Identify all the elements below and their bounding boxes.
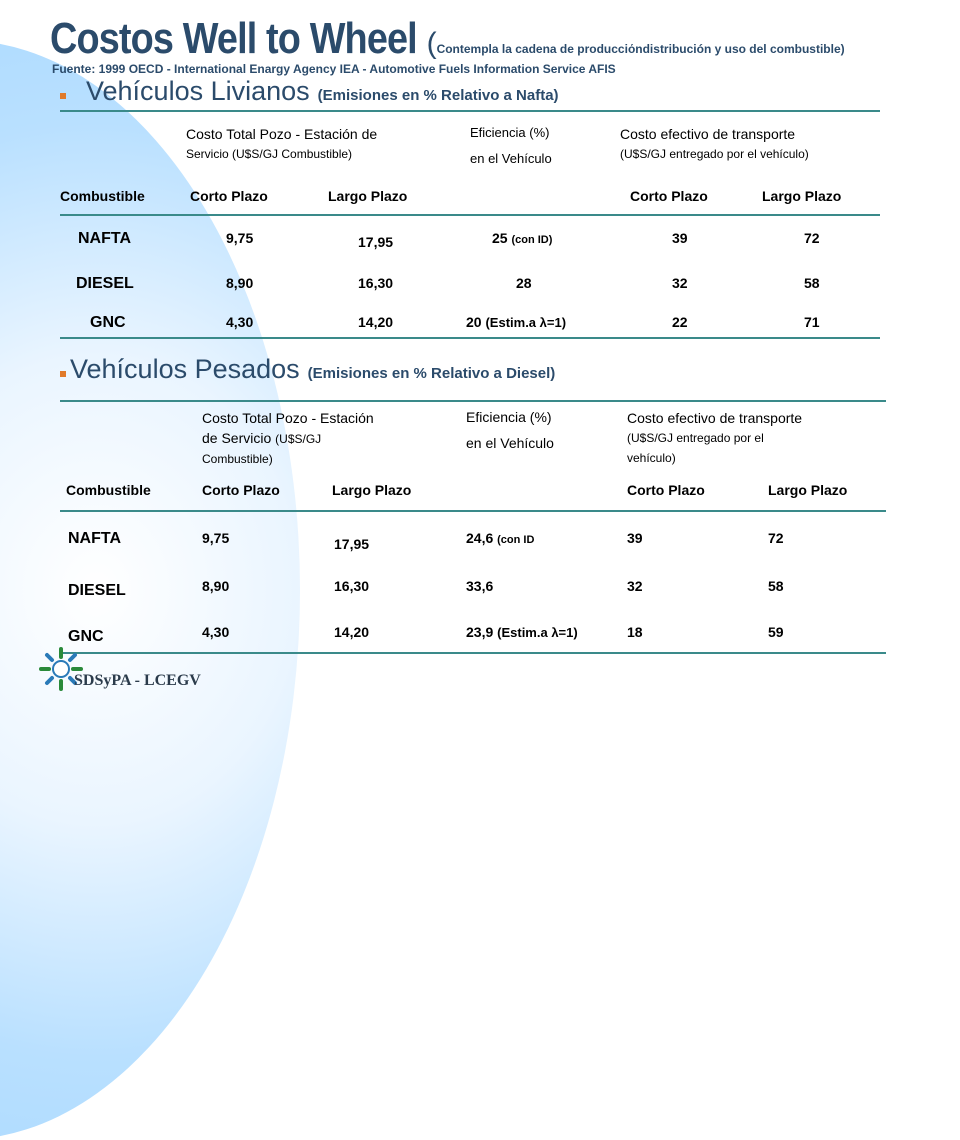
livianos-row1-lp: 17,95: [358, 234, 394, 250]
livianos-row3-fuel: GNC: [90, 314, 126, 331]
pesados-col-transp-largo: Largo Plazo: [768, 482, 848, 498]
pesados-row2-cp: 8,90: [202, 578, 230, 594]
livianos-row3-ef-note: (Estim.a λ=1): [485, 315, 567, 330]
livianos-col-corto: Corto Plazo: [190, 188, 268, 204]
bullet-icon: [60, 371, 66, 377]
page-title: [50, 14, 845, 64]
livianos-top-rule: [60, 110, 880, 112]
pesados-header-rule: [60, 510, 886, 512]
livianos-row3-cp: 4,30: [226, 314, 254, 330]
livianos-row1-ef-value: 25: [492, 230, 508, 246]
pesados-note: (Emisiones en % Relativo a Diesel): [307, 365, 556, 382]
pesados-row3-ef: [466, 624, 578, 640]
livianos-row2-tcp: 32: [672, 275, 688, 291]
pesados-header-transp-line2: (U$S/GJ entregado por el: [627, 431, 764, 445]
pesados-row3-tlp: 59: [768, 624, 784, 640]
pesados-row3-ef-note: (Estim.a λ=1): [497, 625, 578, 640]
pesados-header-costo-line2: de Servicio: [202, 430, 272, 446]
pesados-row3-cp: 4,30: [202, 624, 230, 640]
livianos-row2-lp: 16,30: [358, 275, 394, 291]
livianos-row3-tlp: 71: [804, 314, 820, 330]
livianos-header-transp-line1: Costo efectivo de transporte: [620, 126, 796, 142]
footer-org: SDSyPA - LCEGV: [74, 672, 201, 689]
pesados-row1-tcp: 39: [627, 530, 643, 546]
pesados-header-transp-line1: Costo efectivo de transporte: [627, 410, 803, 426]
livianos-row3-ef-value: 20: [466, 314, 482, 330]
pesados-row1-ef-note: (con ID: [497, 534, 535, 546]
pesados-row3-ef-value: 23,9: [466, 624, 494, 640]
pesados-row1-ef: [466, 530, 534, 546]
livianos-bottom-rule: [60, 337, 880, 339]
livianos-note: (Emisiones en % Relativo a Nafta): [317, 87, 559, 104]
pesados-row1-fuel: NAFTA: [68, 530, 122, 547]
pesados-row2-tlp: 58: [768, 578, 784, 594]
livianos-row2-tlp: 58: [804, 275, 820, 291]
livianos-title: Vehículos Livianos: [86, 76, 310, 106]
livianos-row1-ef: [492, 230, 552, 246]
livianos-header-efic-line2: en el Vehículo: [470, 151, 552, 166]
pesados-header-eficiencia: [466, 404, 554, 456]
livianos-col-transp-corto: Corto Plazo: [630, 188, 708, 204]
livianos-header-costo-line1: Costo Total Pozo - Estación de: [186, 126, 378, 142]
livianos-row2-ef: [516, 275, 532, 291]
livianos-col-transp-largo: Largo Plazo: [762, 188, 842, 204]
pesados-header-costo: [202, 408, 374, 469]
pesados-row2-tcp: 32: [627, 578, 643, 594]
pesados-row1-tlp: 72: [768, 530, 784, 546]
title-paren: (: [426, 27, 437, 60]
pesados-row2-ef: [466, 578, 493, 594]
title-subtitle: Contempla la cadena de producciόndistribución y uso del combustible): [436, 42, 845, 56]
pesados-header-costo-line2b: (U$S/GJ: [275, 432, 322, 446]
livianos-header-transporte: [620, 124, 809, 164]
pesados-row3-tcp: 18: [627, 624, 643, 640]
pesados-col-corto: Corto Plazo: [202, 482, 280, 498]
livianos-row1-ef-note: (con ID): [511, 234, 553, 246]
pesados-row3-fuel: GNC: [68, 628, 104, 645]
pesados-header-costo-line3: Combustible): [202, 452, 273, 466]
pesados-header-costo-line2-wrap: [202, 428, 374, 449]
pesados-top-rule: [60, 400, 886, 402]
pesados-row1-cp: 9,75: [202, 530, 230, 546]
livianos-row3-lp: 14,20: [358, 314, 394, 330]
pesados-header-costo-line1: Costo Total Pozo - Estación: [202, 410, 374, 426]
section-pesados-heading: [60, 354, 555, 385]
bullet-icon: [60, 93, 66, 99]
pesados-row3-lp: 14,20: [334, 624, 370, 640]
livianos-row1-fuel: NAFTA: [78, 230, 132, 247]
pesados-header-transporte: [627, 408, 802, 468]
livianos-row2-ef-value: 28: [516, 275, 532, 291]
pesados-row2-lp: 16,30: [334, 578, 370, 594]
source-line: Fuente: 1999 OECD - International Enargy Agency IEA - Automotive Fuels Information Service AFIS: [52, 62, 616, 76]
pesados-bottom-rule: [60, 652, 886, 654]
livianos-row2-cp: 8,90: [226, 275, 254, 291]
pesados-row2-fuel: DIESEL: [68, 582, 126, 599]
livianos-row3-ef: [466, 314, 566, 330]
livianos-row1-tcp: 39: [672, 230, 688, 246]
title-main: Costos Well to Wheel: [50, 14, 417, 63]
pesados-row2-ef-value: 33,6: [466, 578, 494, 594]
livianos-header-costo-line2: Servicio (U$S/GJ Combustible): [186, 147, 353, 161]
livianos-header-eficiencia: [470, 120, 552, 172]
livianos-col-largo: Largo Plazo: [328, 188, 408, 204]
livianos-col-combustible: Combustible: [60, 188, 145, 204]
livianos-header-costo: [186, 124, 377, 164]
livianos-header-efic-line1: Eficiencia (%): [470, 125, 550, 140]
pesados-header-efic-line1: Eficiencia (%): [466, 409, 552, 425]
pesados-title: Vehículos Pesados: [70, 354, 300, 384]
pesados-col-transp-corto: Corto Plazo: [627, 482, 705, 498]
livianos-row1-tlp: 72: [804, 230, 820, 246]
pesados-col-largo: Largo Plazo: [332, 482, 412, 498]
livianos-row3-tcp: 22: [672, 314, 688, 330]
pesados-header-efic-line2: en el Vehículo: [466, 435, 554, 451]
pesados-row1-lp: 17,95: [334, 536, 370, 552]
livianos-row1-cp: 9,75: [226, 230, 254, 246]
livianos-row2-fuel: DIESEL: [76, 275, 134, 292]
pesados-col-combustible: Combustible: [66, 482, 151, 498]
section-livianos-heading: [60, 76, 559, 107]
livianos-header-transp-line2: (U$S/GJ entregado por el vehículo): [620, 147, 809, 161]
pesados-header-transp-line3: vehículo): [627, 451, 676, 465]
livianos-header-rule: [60, 214, 880, 216]
background-arc: [0, 40, 300, 1140]
pesados-row1-ef-value: 24,6: [466, 530, 494, 546]
